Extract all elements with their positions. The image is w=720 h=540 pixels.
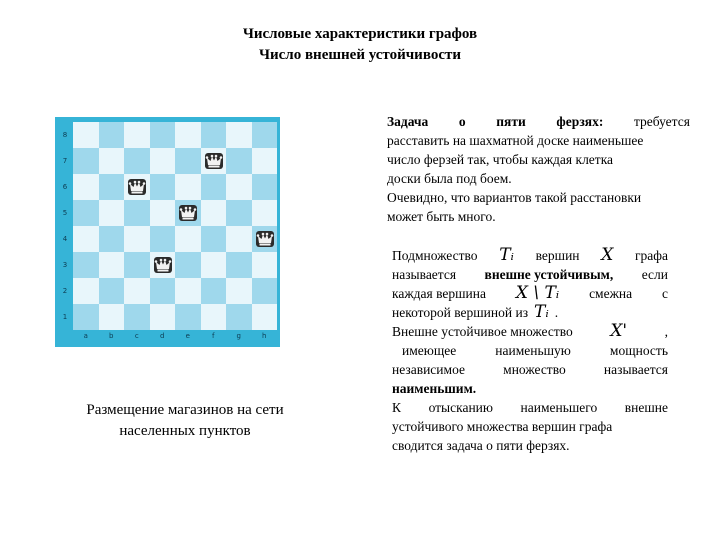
board-square — [150, 226, 176, 252]
rank-label: 5 — [62, 209, 68, 217]
board-square — [99, 122, 125, 148]
board-square — [252, 200, 278, 226]
board-square — [124, 252, 150, 278]
file-label: f — [212, 332, 215, 340]
board-square — [150, 122, 176, 148]
queen-icon — [178, 204, 198, 222]
file-label: e — [185, 332, 190, 340]
file-label: g — [236, 332, 241, 340]
text-line — [392, 246, 668, 265]
text-word: называется — [392, 267, 457, 282]
board-square — [252, 174, 278, 200]
caption-line: населенных пунктов — [119, 423, 251, 439]
board-square — [175, 226, 201, 252]
board-square — [99, 148, 125, 174]
file-label: b — [109, 332, 114, 340]
text-word: . — [554, 305, 559, 320]
caption-line: Размещение магазинов на сети — [86, 402, 284, 418]
board-square — [252, 148, 278, 174]
board-square — [201, 174, 227, 200]
text-word: множество — [503, 362, 566, 377]
text-word: если — [641, 267, 668, 282]
queen-icon — [255, 230, 275, 248]
board-square — [124, 200, 150, 226]
board-square — [252, 122, 278, 148]
board-square — [226, 122, 252, 148]
board-square — [226, 174, 252, 200]
text-line: доски была под боем. — [387, 171, 512, 186]
math-symbol: X \ Tᵢ — [515, 283, 560, 303]
rank-label: 2 — [62, 287, 68, 295]
math-symbol: Tᵢ — [534, 302, 549, 322]
board-square — [226, 148, 252, 174]
text-word: некоторой вершиной из — [392, 305, 529, 320]
text-word: наименьшую — [495, 343, 571, 358]
queen-icon — [204, 152, 224, 170]
board-square — [175, 148, 201, 174]
text-word: каждая вершина — [392, 286, 486, 301]
file-label: d — [160, 332, 165, 340]
text-word: мощность — [609, 343, 668, 358]
text-line — [392, 322, 668, 341]
board-square — [73, 226, 99, 252]
text-line — [392, 360, 668, 379]
text-word: Подмножество — [392, 248, 478, 263]
board-square — [124, 226, 150, 252]
text-word: отысканию — [428, 400, 493, 415]
text-line: сводится задача о пяти ферзях. — [392, 438, 570, 453]
board-square — [150, 200, 176, 226]
text-line: наименьшим. — [392, 381, 477, 396]
task-word: о — [458, 114, 466, 129]
board-square — [124, 304, 150, 330]
board-square — [252, 304, 278, 330]
board-square — [175, 278, 201, 304]
board-square — [99, 278, 125, 304]
board-square — [201, 252, 227, 278]
board-square — [201, 226, 227, 252]
board-square — [201, 278, 227, 304]
slide-title: Числовые характеристики графов — [242, 26, 478, 42]
board-square — [175, 174, 201, 200]
text-word: внешне — [624, 400, 668, 415]
rank-label: 6 — [62, 183, 68, 191]
definition-paragraph — [392, 246, 668, 455]
text-word: К — [392, 400, 402, 415]
board-square — [150, 304, 176, 330]
board-square — [73, 304, 99, 330]
text-line — [392, 284, 668, 303]
board-square — [201, 122, 227, 148]
math-symbol: X — [601, 245, 614, 265]
board-square — [201, 304, 227, 330]
text-line: может быть много. — [387, 209, 496, 224]
board-square — [252, 252, 278, 278]
text-line: число ферзей так, чтобы каждая клетка — [387, 152, 614, 167]
text-line — [392, 398, 668, 417]
board-square — [226, 252, 252, 278]
board-square — [226, 304, 252, 330]
board-square — [99, 252, 125, 278]
board-square — [252, 278, 278, 304]
board-square — [175, 122, 201, 148]
task-word: пяти — [496, 114, 526, 129]
board-square — [124, 122, 150, 148]
board-square — [73, 122, 99, 148]
board-square — [99, 200, 125, 226]
board-square — [226, 200, 252, 226]
board-square — [73, 278, 99, 304]
file-label: a — [83, 332, 88, 340]
task-word: ферзях: — [556, 114, 604, 129]
text-word: наименьшего — [520, 400, 598, 415]
board-square — [73, 148, 99, 174]
text-line — [392, 341, 668, 360]
text-word: имеющее — [402, 343, 457, 358]
text-line — [392, 303, 668, 322]
text-line: устойчивого множества вершин графа — [392, 419, 613, 434]
text-word: независимое — [392, 362, 465, 377]
file-label: h — [262, 332, 267, 340]
text-line: расставить на шахматной доске наименьшее — [387, 133, 644, 148]
rank-label: 4 — [62, 235, 68, 243]
text-word: , — [664, 324, 668, 339]
queen-icon — [153, 256, 173, 274]
board-square — [175, 252, 201, 278]
task-paragraph — [387, 112, 690, 226]
text-word: смежна — [589, 286, 633, 301]
text-line — [392, 265, 668, 284]
board-square — [124, 278, 150, 304]
board-square — [150, 148, 176, 174]
board-square — [150, 278, 176, 304]
text-word: графа — [634, 248, 668, 263]
task-word: требуется — [633, 114, 690, 129]
text-word: внешне устойчивым, — [484, 267, 614, 282]
board-square — [99, 174, 125, 200]
text-line — [387, 112, 690, 131]
chessboard-grid — [73, 122, 277, 330]
board-square — [99, 226, 125, 252]
text-word: с — [661, 286, 668, 301]
board-square — [99, 304, 125, 330]
board-square — [175, 304, 201, 330]
task-word: Задача — [387, 114, 429, 129]
text-word: вершин — [535, 248, 580, 263]
board-square — [201, 200, 227, 226]
board-square — [226, 278, 252, 304]
board-square — [150, 174, 176, 200]
board-square — [226, 226, 252, 252]
slide-subtitle: Число внешней устойчивости — [258, 47, 461, 63]
board-square — [124, 148, 150, 174]
rank-label: 3 — [62, 261, 68, 269]
board-square — [73, 200, 99, 226]
board-square — [73, 252, 99, 278]
rank-label: 7 — [62, 157, 68, 165]
rank-label: 1 — [62, 313, 68, 321]
rank-label: 8 — [62, 131, 68, 139]
text-word: Внешне устойчивое множество — [392, 324, 573, 339]
board-caption — [55, 400, 315, 442]
board-square — [73, 174, 99, 200]
math-symbol: X' — [610, 321, 628, 341]
text-word: называется — [603, 362, 668, 377]
file-label: c — [134, 332, 139, 340]
math-symbol: Tᵢ — [499, 245, 514, 265]
chessboard — [55, 117, 280, 347]
text-line: Очевидно, что вариантов такой расстановки — [387, 190, 642, 205]
queen-icon — [127, 178, 147, 196]
